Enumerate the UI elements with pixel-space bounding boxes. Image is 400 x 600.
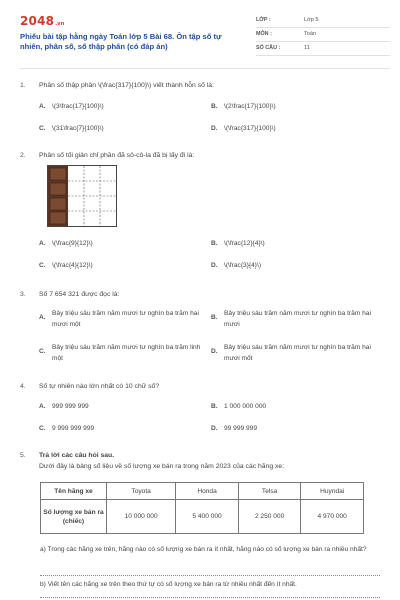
worksheet-header [20,14,390,60]
chocolate-piece [50,212,66,224]
answer-line[interactable] [40,597,380,598]
table-header-cell: Tên hãng xe [41,483,107,500]
question-text: Trả lời các câu hỏi sau. [39,452,115,459]
meta-row-class [256,14,390,28]
page-title: Phiếu bài tập hằng ngày Toán lớp 5 Bài 68. Ôn tập số tự nhiên, phân số, số thập phân (có đáp án) [20,32,222,51]
meta-row-subject [256,28,390,42]
chocolate-piece [50,198,66,210]
site-logo[interactable]: 2048.vn [20,14,65,28]
question-number: 1. [20,82,26,89]
question-5 [20,452,390,482]
chocolate-bar-figure [47,165,117,227]
table-cell: 4 970 000 [301,500,364,534]
question-number: 3. [20,291,26,298]
question-text: Phân số tối giản chỉ phần đã sô-cô-la đã bị lấy đi là: [39,152,195,159]
question-number: 2. [20,152,26,159]
table-cell: 2 250 000 [238,500,301,534]
question-number: 4. [20,383,26,390]
meta-value: 11 [304,45,310,51]
question-text: Phân số thập phân \(\frac{317}{100}\) viết thành hỗn số là: [39,82,214,89]
chocolate-piece [50,168,66,180]
meta-panel [256,14,390,56]
answer-line[interactable] [40,575,380,576]
question-1: 1. Phân số thập phân \(\frac{317}{100}\) viết thành hỗn số là: A. \(3\frac{17}{100}\) B. \(2\frac{17}{100}\) C. \(31\frac{7}{100}\) D. \(\frac{317}{100}\) [20,82,276,132]
sub-question-b: b) Viết tên các hãng xe trên theo thứ tự có số lượng xe bán ra từ nhiều nhất đến ít nhất. [40,581,297,588]
header-divider [20,68,390,69]
meta-row-count [256,42,390,56]
table-row [41,500,364,534]
meta-label: LỚP : [256,17,271,23]
question-intro: Dưới đây là bảng số liệu về số lượng xe bán ra trong năm 2023 của các hãng xe: [39,463,285,470]
table-header-row [41,483,364,500]
table-header-cell: Huyndai [301,483,364,500]
car-sales-table [40,482,364,534]
question-4: 4. Số tự nhiên nào lớn nhất có 10 chữ số? A. 999 999 999 B. 1 000 000 000 C. 9 999 999 999 D. 99 999 999 [20,383,267,432]
table-header-cell: Toyota [107,483,176,500]
table-row-label: Số lượng xe bán ra (chiếc) [41,500,107,534]
question-text: Số tự nhiên nào lớn nhất có 10 chữ số? [39,383,160,390]
chocolate-piece [50,183,66,195]
question-text: Số 7 654 321 được đọc là: [39,291,120,298]
table-header-cell: Honda [176,483,239,500]
sub-question-a: a) Trong các hãng xe trên, hãng nào có số lượng xe bán ra ít nhất, hãng nào có số lượng xe bán ra nhiều nhất? [40,546,367,553]
meta-label: SỐ CÂU : [256,45,281,51]
question-2: 2. Phân số tối giản chỉ phần đã sô-cô-la đã bị lấy đi là: A. \(\frac{9}{12}\) B. \(\frac{12}{4}\) C. \(\frac{4}{12}\) D. \(\frac{3}{4}\) [20,152,265,269]
table-header-cell: Telsa [238,483,301,500]
question-3: 3. Số 7 654 321 được đọc là: A. Bảy triệu sáu trăm năm mươi tư nghìn ba trăm hai mươi một B. Bảy triệu sáu trăm năm mươi tư nghìn ba trăm hai mươi C. Bảy triệu sáu trăm năm mươi tư nghìn ba trăm linh một D. Bảy triệu sáu trăm năm mươi tư nghìn ba trăm hai mươi mốt [20,291,371,362]
question-number: 5. [20,452,26,459]
table-cell: 5 400 000 [176,500,239,534]
meta-label: MÔN : [256,31,272,37]
table-cell: 10 000 000 [107,500,176,534]
meta-value: Lớp 5 [304,17,319,23]
meta-value: Toán [304,31,317,37]
